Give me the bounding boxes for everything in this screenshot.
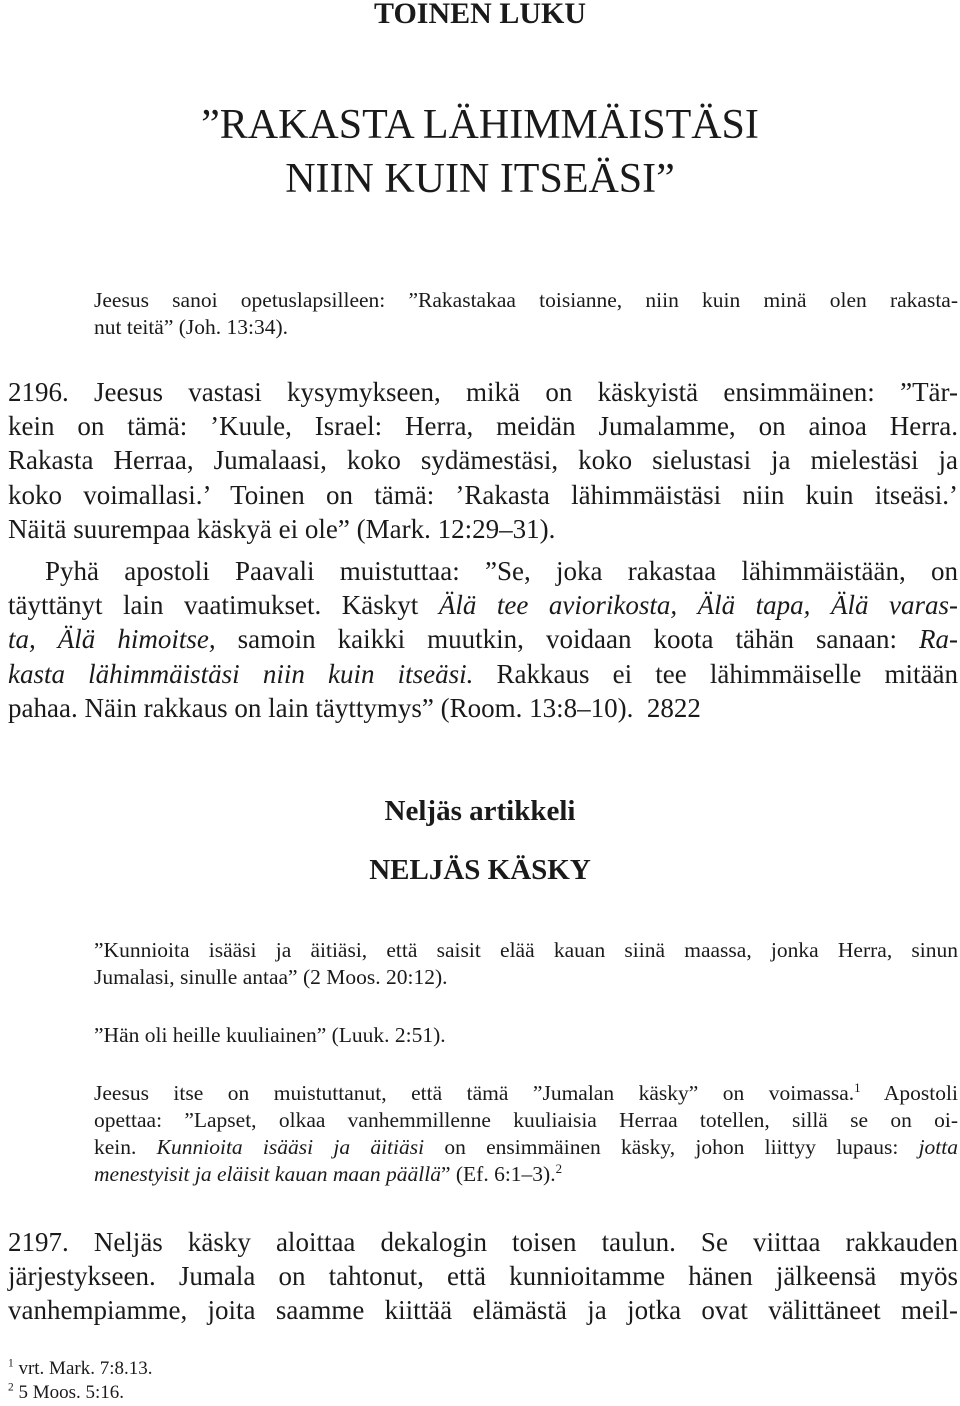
article-heading: Neljäs artikkeli [384, 795, 576, 827]
paragraph-line: kasta lähimmäistäsi niin kuin itseäsi. Rakkaus ei tee lähimmäiselle mitään [8, 658, 958, 689]
quote-luke: ”Hän oli heille kuuliainen” (Luuk. 2:51). [94, 1023, 446, 1047]
emphasis-text: jotta [918, 1135, 958, 1159]
paragraph-line: vanhempiamme, joita saamme kiittää elämästä ja jotka ovat välittäneet meil- [8, 1295, 958, 1326]
footnote-marker: 2 [555, 1161, 563, 1176]
emphasis-text: Kunnioita isääsi ja äitiäsi [156, 1135, 425, 1159]
paragraph-line: koko voimallasi.’ Toinen on tämä: ’Rakasta lähimmäistäsi niin kuin itseäsi.’ [8, 479, 958, 510]
quote-line: menestyisit ja eläisit kauan maan päällä” (Ef. 6:1–3).$^2$ [94, 1161, 563, 1186]
intro-quote [94, 287, 958, 341]
quote-exodus [94, 937, 958, 991]
paragraph-line: Näitä suurempaa käskyä ei ole” (Mark. 12:29–31). [8, 513, 556, 544]
paragraph-line: järjestykseen. Jumala on tahtonut, että kunnioitamme hänen jälkeensä myös [8, 1261, 958, 1292]
quote-ephesians [94, 1080, 958, 1188]
quote-line: opettaa: ”Lapset, olkaa vanhemmillenne kuuliaisia Herraa totellen, sillä se on oi- [94, 1108, 958, 1132]
paragraph-line: ta, Älä himoitse, samoin kaikki muutkin, voidaan koota tähän sanaan: Ra- [8, 624, 958, 655]
paragraph-paul [8, 554, 958, 725]
emphasis-text: menestyisit ja eläisit kauan maan päällä [94, 1162, 441, 1186]
quote-line: ”Kunnioita isääsi ja äitiäsi, että saisit elää kauan siinä maassa, jonka Herra, sinun [94, 938, 958, 962]
paragraph-line: Pyhä apostoli Paavali muistuttaa: ”Se, joka rakastaa lähimmäistään, on [45, 556, 958, 586]
footnote-2: $^2$ 5 Moos. 5:16. [8, 1381, 125, 1403]
chapter-heading: TOINEN LUKU [374, 0, 586, 30]
section-title-line-2: NIIN KUIN ITSEÄSI” [285, 156, 675, 202]
paragraph-line: kein on tämä: ’Kuule, Israel: Herra, meidän Jumalamme, on ainoa Herra. [8, 411, 958, 442]
footnote-1: $^1$ vrt. Mark. 7:8.13. [8, 1357, 153, 1379]
footnotes [8, 1357, 153, 1405]
paragraph-line: Rakasta Herraa, Jumalaasi, koko sydämestäsi, koko sielustasi ja mielestäsi ja [8, 445, 958, 476]
intro-quote-line-2: nut teitä” (Joh. 13:34). [94, 315, 289, 339]
quote-line: Jumalasi, sinulle antaa” (2 Moos. 20:12). [94, 965, 448, 989]
emphasis-text: ta, Älä himoitse, [8, 624, 216, 655]
emphasis-text: kasta lähimmäistäsi niin kuin itseäsi. [8, 658, 474, 689]
paragraph-line: 2196. Jeesus vastasi kysymykseen, mikä on käskyistä ensimmäinen: ”Tär- [8, 377, 958, 407]
quote-line: Jeesus itse on muistuttanut, että tämä ”Jumalan käsky” on voimassa.$^1$ Apostoli [94, 1080, 958, 1105]
paragraph-2196 [8, 375, 958, 546]
commandment-heading: NELJÄS KÄSKY [369, 854, 591, 886]
paragraph-line: pahaa. Näin rakkaus on lain täyttymys” (Room. 13:8–10). 2822 [8, 692, 701, 723]
emphasis-text: Ra- [919, 624, 958, 655]
section-title-line-1: ”RAKASTA LÄHIMMÄISTÄSI [201, 102, 759, 148]
paragraph-2197 [8, 1225, 958, 1328]
cross-reference: 2822 [646, 692, 701, 723]
quote-line: kein. Kunnioita isääsi ja äitiäsi on ensimmäinen käsky, johon liittyy lupaus: jotta [94, 1135, 958, 1159]
intro-quote-line-1: Jeesus sanoi opetuslapsilleen: ”Rakastakaa toisianne, niin kuin minä olen rakasta- [94, 288, 958, 312]
footnote-marker: 1 [854, 1080, 861, 1095]
section-title [0, 98, 960, 206]
paragraph-line: 2197. Neljäs käsky aloittaa dekalogin toisen taulun. Se viittaa rakkauden [8, 1227, 958, 1257]
paragraph-line: täyttänyt lain vaatimukset. Käskyt Älä tee aviorikosta, Älä tapa, Älä varas- [8, 590, 958, 621]
emphasis-text: Älä tee aviorikosta, Älä tapa, Älä varas- [438, 590, 958, 621]
